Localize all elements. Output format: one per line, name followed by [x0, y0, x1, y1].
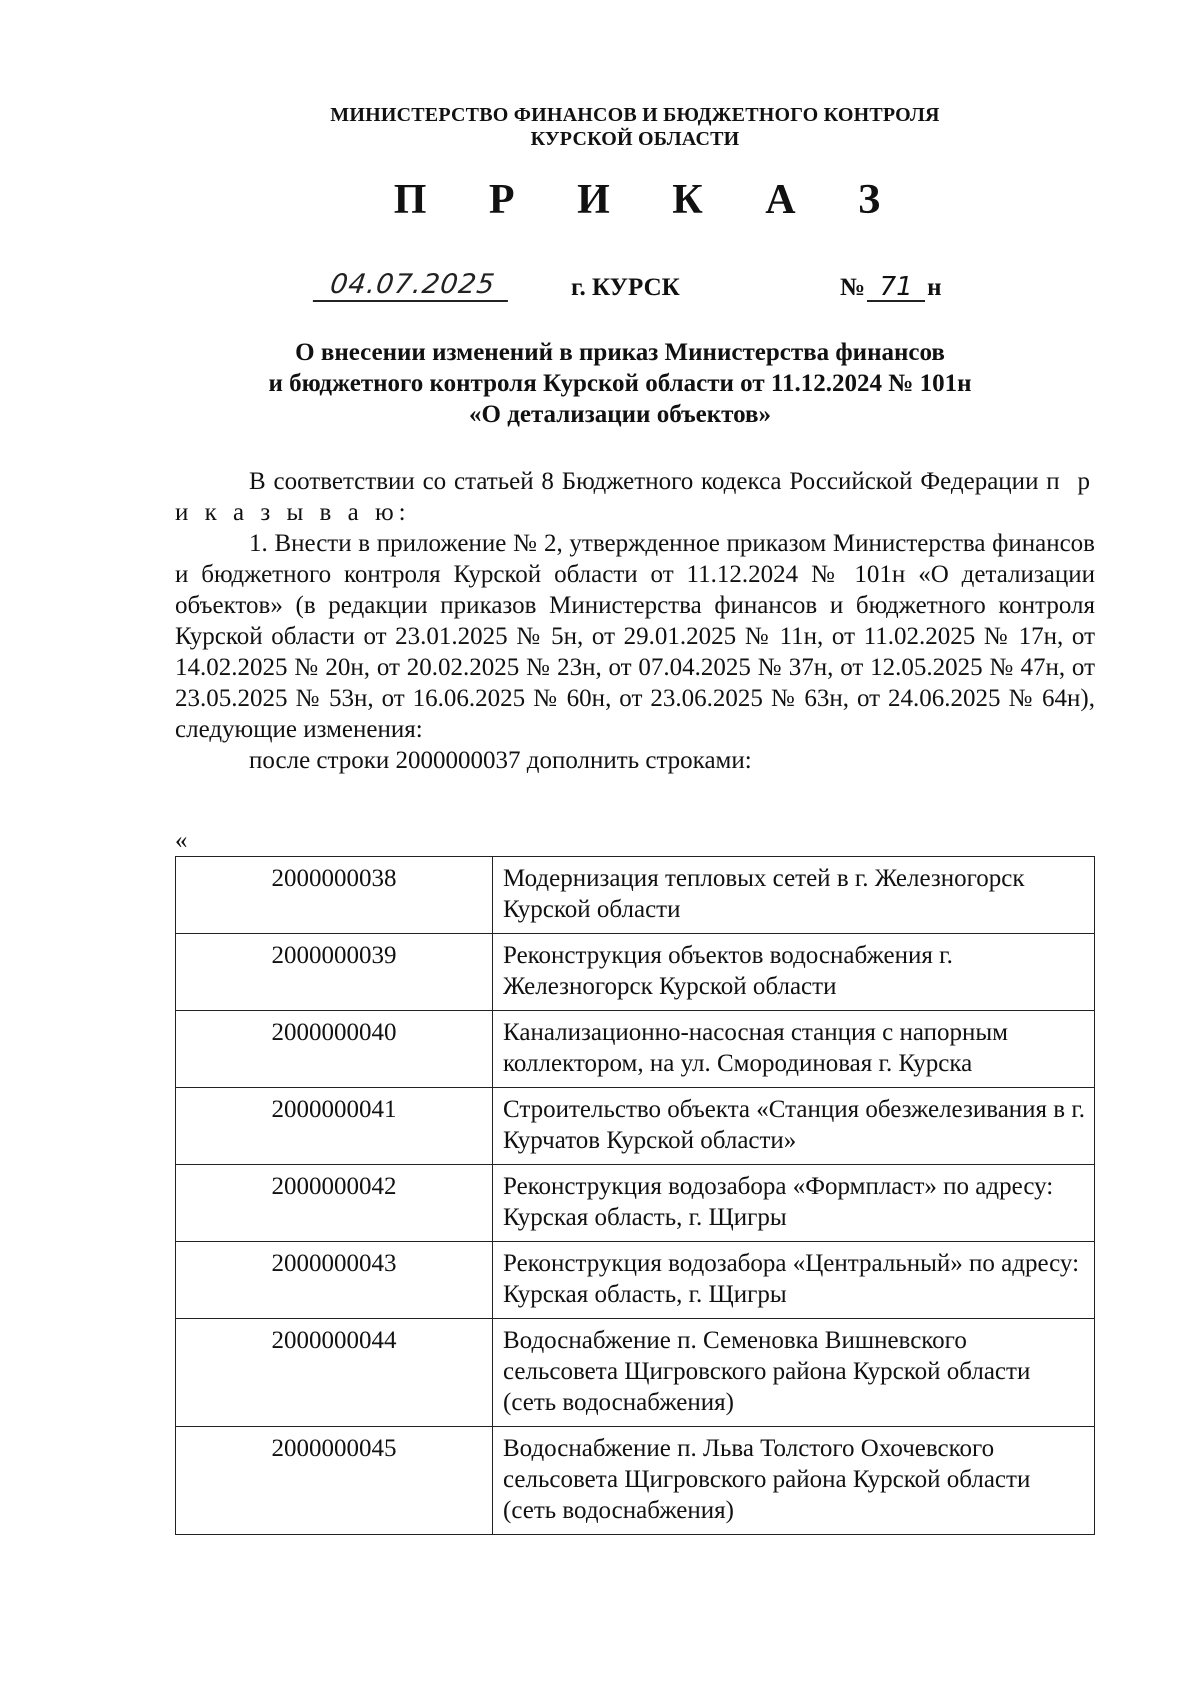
- table-row: [176, 1319, 1095, 1427]
- order-body: [175, 466, 1095, 776]
- objects-table: [175, 856, 1095, 1535]
- object-code-cell: 2000000045: [176, 1427, 493, 1535]
- table-row: [176, 1011, 1095, 1088]
- object-name-cell: Строительство объекта «Станция обезжелезивания в г. Курчатов Курской области»: [493, 1088, 1095, 1165]
- order-number: [840, 274, 942, 302]
- number-sign: №: [840, 274, 866, 301]
- object-code-cell: 2000000038: [176, 857, 493, 934]
- table-row: [176, 1165, 1095, 1242]
- subject-line2: и бюджетного контроля Курской области от 11.12.2024 № 101н: [268, 370, 972, 397]
- table-row: [176, 1088, 1095, 1165]
- preamble-paragraph: [175, 466, 1095, 528]
- object-name-cell: Водоснабжение п. Льва Толстого Охочевского сельсовета Щигровского района Курской области (сеть водоснабжения): [493, 1427, 1095, 1535]
- object-name-cell: Канализационно-насосная станция с напорным коллектором, на ул. Смородиновая г. Курска: [493, 1011, 1095, 1088]
- order-subject: [0, 337, 1200, 430]
- number-suffix: н: [927, 274, 942, 301]
- ministry-name-line1: МИНИСТЕРСТВО ФИНАНСОВ И БЮДЖЕТНОГО КОНТРОЛЯ: [330, 104, 940, 126]
- city-label: г. КУРСК: [571, 274, 680, 301]
- order-verb: п р и к а з ы в а ю:: [175, 468, 1095, 526]
- object-code-cell: 2000000042: [176, 1165, 493, 1242]
- insert-instruction: после строки 2000000037 дополнить строками:: [249, 747, 752, 774]
- object-code-cell: 2000000040: [176, 1011, 493, 1088]
- table-row: [176, 857, 1095, 934]
- table-row: [176, 934, 1095, 1011]
- ministry-name-line2: КУРСКОЙ ОБЛАСТИ: [530, 128, 740, 150]
- object-name-cell: Модернизация тепловых сетей в г. Железногорск Курской области: [493, 857, 1095, 934]
- document-type-title: П Р И К А З: [393, 177, 907, 223]
- item-1-paragraph: 1. Внести в приложение № 2, утвержденное приказом Министерства финансов и бюджетного контроля Курской области от 11.12.2024 № 101н «О детализации объектов» (в редакции приказов Министерства финансов и бюджетного контроля Курской области от 23.01.2025 № 5н, от 29.01.2025 № 11н, от 11.02.2025 № 17н, от 14.02.2025 № 20н, от 20.02.2025 № 23н, от 07.04.2025 № 37н, от 12.05.2025 № 47н, от 23.05.2025 № 53н, от 16.06.2025 № 60н, от 23.06.2025 № 63н, от 24.06.2025 № 64н), следующие изменения:: [175, 530, 1095, 743]
- subject-line1: О внесении изменений в приказ Министерства финансов: [295, 339, 945, 366]
- object-name-cell: Реконструкция объектов водоснабжения г. Железногорск Курской области: [493, 934, 1095, 1011]
- object-code-cell: 2000000039: [176, 934, 493, 1011]
- date-line: [0, 269, 1200, 312]
- object-code-cell: 2000000041: [176, 1088, 493, 1165]
- objects-table-body: [176, 857, 1095, 1535]
- object-name-cell: Реконструкция водозабора «Формпласт» по адресу: Курская область, г. Щигры: [493, 1165, 1095, 1242]
- object-code-cell: 2000000043: [176, 1242, 493, 1319]
- open-quote: «: [175, 827, 188, 854]
- object-code-cell: 2000000044: [176, 1319, 493, 1427]
- object-name-cell: Водоснабжение п. Семеновка Вишневского сельсовета Щигровского района Курской области (сеть водоснабжения): [493, 1319, 1095, 1427]
- object-name-cell: Реконструкция водозабора «Центральный» по адресу: Курская область, г. Щигры: [493, 1242, 1095, 1319]
- handwritten-date: 04.07.2025: [313, 270, 512, 302]
- table-row: [176, 1427, 1095, 1535]
- table-row: [176, 1242, 1095, 1319]
- ministry-header: [0, 103, 1200, 151]
- handwritten-number: 71: [867, 274, 925, 302]
- preamble-text: В соответствии со статьей 8 Бюджетного кодекса Российской Федерации: [249, 468, 1047, 495]
- subject-line3: «О детализации объектов»: [469, 401, 771, 428]
